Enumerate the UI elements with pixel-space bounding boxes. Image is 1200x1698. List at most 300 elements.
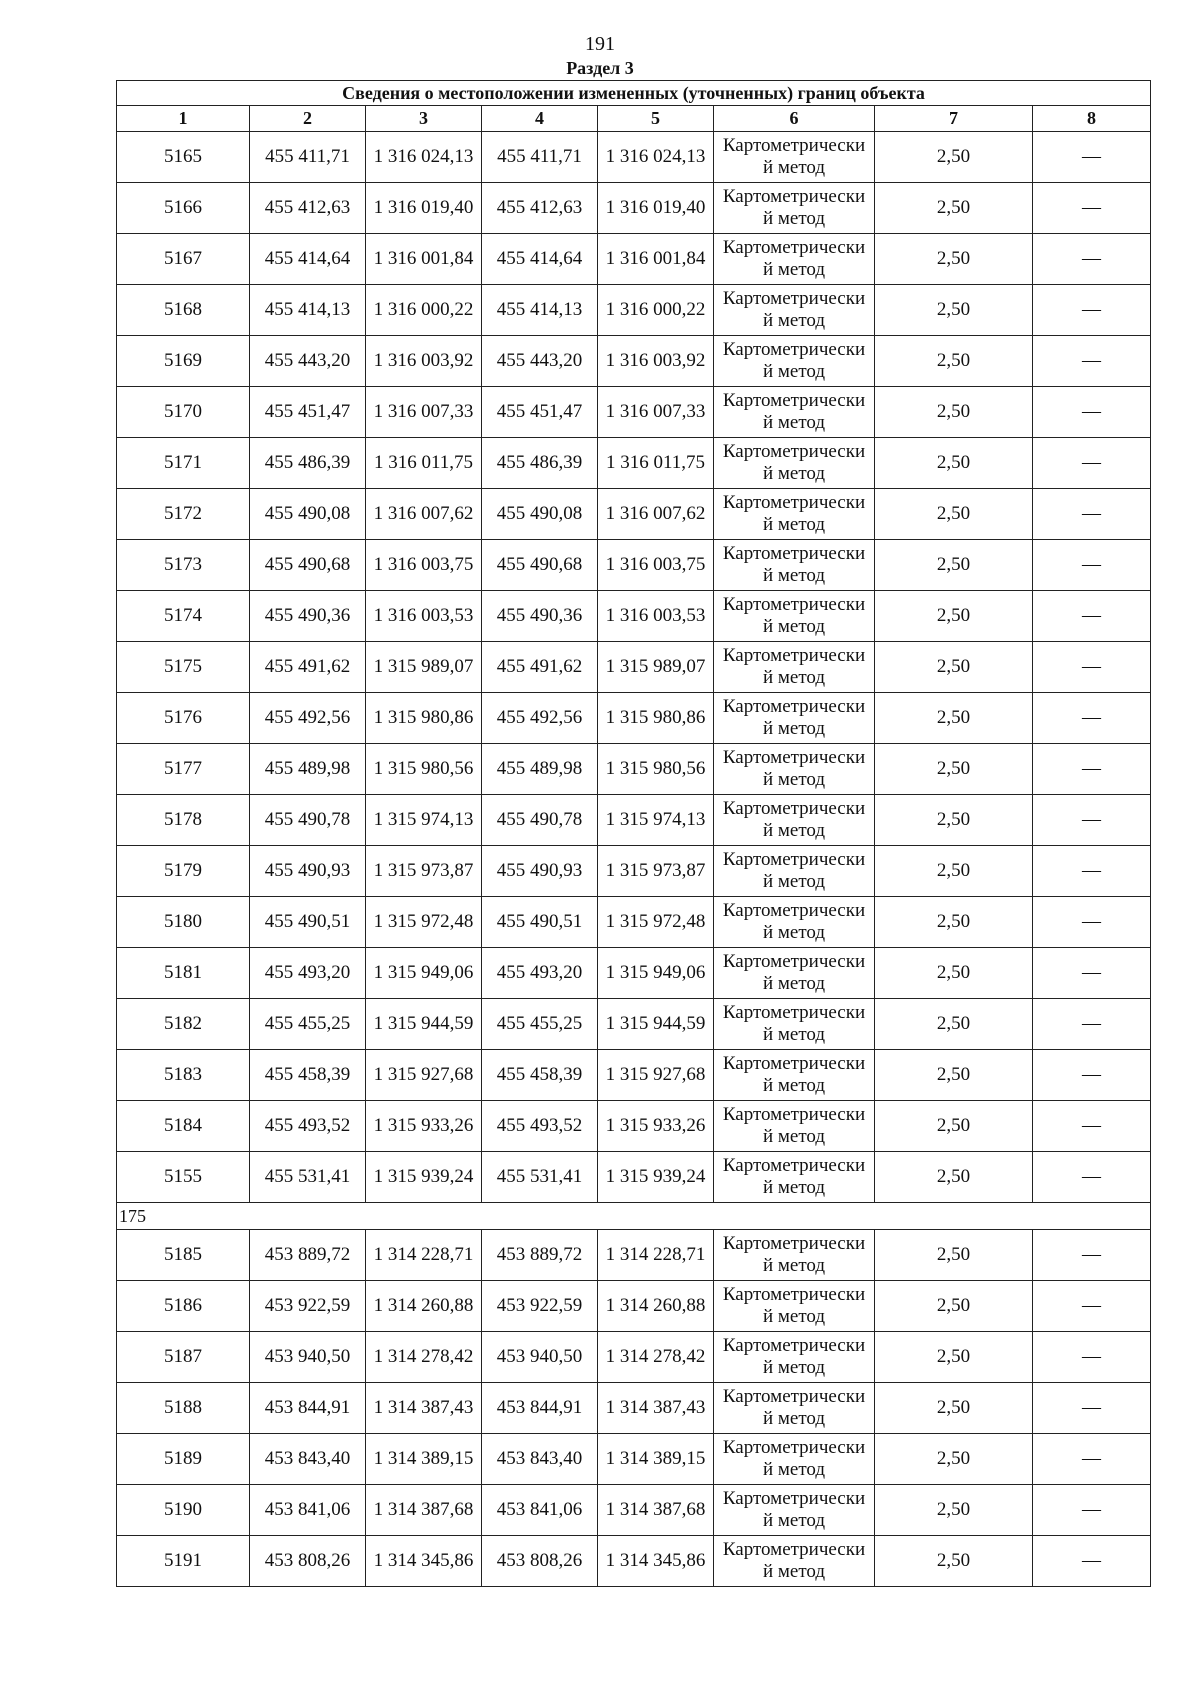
description-cell: — — [1033, 999, 1151, 1050]
x-new-cell: 455 493,52 — [482, 1101, 598, 1152]
column-header: 3 — [366, 106, 482, 132]
y-new-cell: 1 314 389,15 — [598, 1434, 714, 1485]
point-number-cell: 5174 — [117, 591, 250, 642]
x-old-cell: 455 493,52 — [250, 1101, 366, 1152]
accuracy-cell: 2,50 — [875, 234, 1033, 285]
method-text-line2: й метод — [762, 1459, 826, 1480]
method-text-line1: Картометрически — [722, 645, 866, 666]
y-new-cell: 1 316 001,84 — [598, 234, 714, 285]
x-old-cell: 455 411,71 — [250, 132, 366, 183]
method-cell — [714, 132, 875, 183]
x-old-cell: 453 844,91 — [250, 1383, 366, 1434]
table-row — [117, 1101, 1151, 1152]
method-text-line1: Картометрически — [722, 441, 866, 462]
method-cell — [714, 489, 875, 540]
x-new-cell: 455 455,25 — [482, 999, 598, 1050]
method-cell — [714, 1332, 875, 1383]
x-old-cell: 455 491,62 — [250, 642, 366, 693]
point-number-cell: 5189 — [117, 1434, 250, 1485]
column-header: 5 — [598, 106, 714, 132]
method-text-line1: Картометрически — [722, 900, 866, 921]
y-new-cell: 1 316 003,53 — [598, 591, 714, 642]
point-number-cell: 5175 — [117, 642, 250, 693]
method-text-line2: й метод — [762, 667, 826, 688]
y-new-cell: 1 314 387,68 — [598, 1485, 714, 1536]
method-cell — [714, 1050, 875, 1101]
y-new-cell: 1 315 974,13 — [598, 795, 714, 846]
method-cell — [714, 336, 875, 387]
table-row — [117, 285, 1151, 336]
point-number-cell: 5181 — [117, 948, 250, 999]
table-caption-row — [117, 81, 1151, 106]
description-cell: — — [1033, 1281, 1151, 1332]
page-number: 191 — [585, 33, 615, 55]
method-text-line2: й метод — [762, 208, 826, 229]
accuracy-cell: 2,50 — [875, 387, 1033, 438]
table-row — [117, 489, 1151, 540]
y-old-cell: 1 316 001,84 — [366, 234, 482, 285]
method-text-line2: й метод — [762, 361, 826, 382]
method-cell — [714, 1383, 875, 1434]
table-row — [117, 336, 1151, 387]
table-row — [117, 387, 1151, 438]
accuracy-cell: 2,50 — [875, 336, 1033, 387]
method-text-line2: й метод — [762, 565, 826, 586]
x-old-cell: 455 490,08 — [250, 489, 366, 540]
point-number-cell: 5186 — [117, 1281, 250, 1332]
accuracy-cell: 2,50 — [875, 1101, 1033, 1152]
accuracy-cell: 2,50 — [875, 540, 1033, 591]
x-old-cell: 455 493,20 — [250, 948, 366, 999]
x-new-cell: 453 922,59 — [482, 1281, 598, 1332]
method-text-line2: й метод — [762, 820, 826, 841]
point-number-cell: 5171 — [117, 438, 250, 489]
x-new-cell: 455 489,98 — [482, 744, 598, 795]
y-old-cell: 1 314 260,88 — [366, 1281, 482, 1332]
method-text-line2: й метод — [762, 718, 826, 739]
description-cell: — — [1033, 234, 1151, 285]
point-number-cell: 5172 — [117, 489, 250, 540]
x-new-cell: 455 490,93 — [482, 846, 598, 897]
method-text-line1: Картометрически — [722, 1155, 866, 1176]
point-number-cell: 5155 — [117, 1152, 250, 1203]
table-row — [117, 1152, 1151, 1203]
method-text-line1: Картометрически — [722, 849, 866, 870]
y-old-cell: 1 315 974,13 — [366, 795, 482, 846]
accuracy-cell: 2,50 — [875, 1434, 1033, 1485]
y-old-cell: 1 315 980,56 — [366, 744, 482, 795]
method-text-line1: Картометрически — [722, 594, 866, 615]
x-new-cell: 453 844,91 — [482, 1383, 598, 1434]
y-old-cell: 1 316 007,33 — [366, 387, 482, 438]
y-old-cell: 1 314 389,15 — [366, 1434, 482, 1485]
table-row — [117, 540, 1151, 591]
y-new-cell: 1 315 939,24 — [598, 1152, 714, 1203]
method-cell — [714, 387, 875, 438]
x-old-cell: 455 458,39 — [250, 1050, 366, 1101]
description-cell: — — [1033, 591, 1151, 642]
accuracy-cell: 2,50 — [875, 1536, 1033, 1587]
y-old-cell: 1 314 345,86 — [366, 1536, 482, 1587]
method-text-line2: й метод — [762, 1408, 826, 1429]
point-number-cell: 5184 — [117, 1101, 250, 1152]
y-new-cell: 1 316 011,75 — [598, 438, 714, 489]
accuracy-cell: 2,50 — [875, 591, 1033, 642]
table-row — [117, 1050, 1151, 1101]
x-old-cell: 453 843,40 — [250, 1434, 366, 1485]
table-row — [117, 1536, 1151, 1587]
accuracy-cell: 2,50 — [875, 897, 1033, 948]
point-number-cell: 5166 — [117, 183, 250, 234]
table-row — [117, 999, 1151, 1050]
y-new-cell: 1 316 024,13 — [598, 132, 714, 183]
point-number-cell: 5185 — [117, 1230, 250, 1281]
x-new-cell: 455 490,78 — [482, 795, 598, 846]
x-new-cell: 455 412,63 — [482, 183, 598, 234]
method-text-line2: й метод — [762, 157, 826, 178]
y-old-cell: 1 314 387,68 — [366, 1485, 482, 1536]
description-cell: — — [1033, 1485, 1151, 1536]
method-cell — [714, 234, 875, 285]
y-old-cell: 1 315 939,24 — [366, 1152, 482, 1203]
method-cell — [714, 846, 875, 897]
table-row — [117, 1485, 1151, 1536]
table-row — [117, 744, 1151, 795]
description-cell: — — [1033, 744, 1151, 795]
column-header-row — [117, 106, 1151, 132]
column-header: 6 — [714, 106, 875, 132]
x-new-cell: 455 443,20 — [482, 336, 598, 387]
y-new-cell: 1 314 345,86 — [598, 1536, 714, 1587]
x-new-cell: 455 451,47 — [482, 387, 598, 438]
method-text-line1: Картометрически — [722, 339, 866, 360]
y-old-cell: 1 316 007,62 — [366, 489, 482, 540]
table-row — [117, 234, 1151, 285]
method-cell — [714, 1485, 875, 1536]
accuracy-cell: 2,50 — [875, 1152, 1033, 1203]
y-old-cell: 1 316 000,22 — [366, 285, 482, 336]
y-old-cell: 1 316 024,13 — [366, 132, 482, 183]
accuracy-cell: 2,50 — [875, 132, 1033, 183]
point-number-cell: 5190 — [117, 1485, 250, 1536]
method-text-line1: Картометрически — [722, 186, 866, 207]
x-new-cell: 455 490,51 — [482, 897, 598, 948]
column-header: 1 — [117, 106, 250, 132]
description-cell: — — [1033, 387, 1151, 438]
description-cell: — — [1033, 1383, 1151, 1434]
accuracy-cell: 2,50 — [875, 1230, 1033, 1281]
x-old-cell: 455 443,20 — [250, 336, 366, 387]
method-text-line2: й метод — [762, 871, 826, 892]
description-cell: — — [1033, 948, 1151, 999]
method-text-line2: й метод — [762, 1024, 826, 1045]
table-row — [117, 693, 1151, 744]
x-new-cell: 455 414,64 — [482, 234, 598, 285]
method-cell — [714, 1536, 875, 1587]
method-text-line1: Картометрически — [722, 747, 866, 768]
y-old-cell: 1 315 972,48 — [366, 897, 482, 948]
x-old-cell: 455 531,41 — [250, 1152, 366, 1203]
description-cell: — — [1033, 1101, 1151, 1152]
y-new-cell: 1 315 973,87 — [598, 846, 714, 897]
accuracy-cell: 2,50 — [875, 183, 1033, 234]
method-text-line1: Картометрически — [722, 1335, 866, 1356]
table-row — [117, 1332, 1151, 1383]
method-text-line2: й метод — [762, 769, 826, 790]
description-cell: — — [1033, 438, 1151, 489]
method-text-line1: Картометрически — [722, 288, 866, 309]
x-new-cell: 455 486,39 — [482, 438, 598, 489]
x-new-cell: 455 490,08 — [482, 489, 598, 540]
y-old-cell: 1 314 278,42 — [366, 1332, 482, 1383]
y-new-cell: 1 316 003,92 — [598, 336, 714, 387]
x-new-cell: 453 889,72 — [482, 1230, 598, 1281]
table-row — [117, 1383, 1151, 1434]
method-text-line1: Картометрически — [722, 1539, 866, 1560]
method-text-line1: Картометрически — [722, 1488, 866, 1509]
description-cell: — — [1033, 1152, 1151, 1203]
method-text-line2: й метод — [762, 259, 826, 280]
table-row — [117, 132, 1151, 183]
contour-number: 175 — [117, 1203, 1151, 1230]
table-row — [117, 1434, 1151, 1485]
x-old-cell: 455 490,51 — [250, 897, 366, 948]
y-new-cell: 1 315 933,26 — [598, 1101, 714, 1152]
accuracy-cell: 2,50 — [875, 285, 1033, 336]
x-old-cell: 455 455,25 — [250, 999, 366, 1050]
x-old-cell: 455 412,63 — [250, 183, 366, 234]
y-old-cell: 1 316 003,75 — [366, 540, 482, 591]
method-text-line1: Картометрически — [722, 1284, 866, 1305]
point-number-cell: 5170 — [117, 387, 250, 438]
column-header: 2 — [250, 106, 366, 132]
description-cell: — — [1033, 489, 1151, 540]
method-text-line1: Картометрически — [722, 237, 866, 258]
accuracy-cell: 2,50 — [875, 489, 1033, 540]
column-header: 7 — [875, 106, 1033, 132]
x-old-cell: 455 489,98 — [250, 744, 366, 795]
contour-group-row — [117, 1203, 1151, 1230]
method-text-line2: й метод — [762, 1561, 826, 1582]
method-text-line1: Картометрически — [722, 390, 866, 411]
table-row — [117, 897, 1151, 948]
method-cell — [714, 744, 875, 795]
description-cell: — — [1033, 1536, 1151, 1587]
y-new-cell: 1 316 007,33 — [598, 387, 714, 438]
x-new-cell: 455 411,71 — [482, 132, 598, 183]
method-text-line1: Картометрически — [722, 798, 866, 819]
method-text-line2: й метод — [762, 1126, 826, 1147]
x-new-cell: 455 491,62 — [482, 642, 598, 693]
y-new-cell: 1 314 387,43 — [598, 1383, 714, 1434]
table-row — [117, 795, 1151, 846]
accuracy-cell: 2,50 — [875, 1332, 1033, 1383]
y-old-cell: 1 315 944,59 — [366, 999, 482, 1050]
table-row — [117, 591, 1151, 642]
method-text-line2: й метод — [762, 616, 826, 637]
method-text-line1: Картометрически — [722, 1437, 866, 1458]
boundary-coordinates-table — [116, 80, 1151, 1587]
y-old-cell: 1 315 989,07 — [366, 642, 482, 693]
accuracy-cell: 2,50 — [875, 1281, 1033, 1332]
table-row — [117, 642, 1151, 693]
x-old-cell: 455 490,93 — [250, 846, 366, 897]
x-new-cell: 455 492,56 — [482, 693, 598, 744]
x-new-cell: 455 414,13 — [482, 285, 598, 336]
column-header: 8 — [1033, 106, 1151, 132]
y-new-cell: 1 316 000,22 — [598, 285, 714, 336]
y-old-cell: 1 316 019,40 — [366, 183, 482, 234]
point-number-cell: 5173 — [117, 540, 250, 591]
x-old-cell: 453 841,06 — [250, 1485, 366, 1536]
method-cell — [714, 540, 875, 591]
method-cell — [714, 999, 875, 1050]
description-cell: — — [1033, 285, 1151, 336]
x-new-cell: 455 493,20 — [482, 948, 598, 999]
x-old-cell: 455 414,64 — [250, 234, 366, 285]
x-new-cell: 455 458,39 — [482, 1050, 598, 1101]
accuracy-cell: 2,50 — [875, 642, 1033, 693]
method-text-line2: й метод — [762, 973, 826, 994]
x-old-cell: 455 490,78 — [250, 795, 366, 846]
point-number-cell: 5187 — [117, 1332, 250, 1383]
accuracy-cell: 2,50 — [875, 744, 1033, 795]
x-old-cell: 455 414,13 — [250, 285, 366, 336]
x-old-cell: 455 492,56 — [250, 693, 366, 744]
table-row — [117, 438, 1151, 489]
description-cell: — — [1033, 1050, 1151, 1101]
x-old-cell: 455 490,36 — [250, 591, 366, 642]
method-text-line1: Картометрически — [722, 543, 866, 564]
x-new-cell: 453 940,50 — [482, 1332, 598, 1383]
method-cell — [714, 1152, 875, 1203]
description-cell: — — [1033, 1434, 1151, 1485]
x-old-cell: 455 451,47 — [250, 387, 366, 438]
method-text-line1: Картометрически — [722, 1386, 866, 1407]
method-cell — [714, 795, 875, 846]
point-number-cell: 5182 — [117, 999, 250, 1050]
method-cell — [714, 591, 875, 642]
y-old-cell: 1 316 003,53 — [366, 591, 482, 642]
method-text-line1: Картометрически — [722, 492, 866, 513]
y-new-cell: 1 316 007,62 — [598, 489, 714, 540]
y-new-cell: 1 315 980,86 — [598, 693, 714, 744]
description-cell: — — [1033, 336, 1151, 387]
description-cell: — — [1033, 540, 1151, 591]
point-number-cell: 5188 — [117, 1383, 250, 1434]
method-cell — [714, 693, 875, 744]
x-new-cell: 455 531,41 — [482, 1152, 598, 1203]
method-text-line1: Картометрически — [722, 696, 866, 717]
point-number-cell: 5178 — [117, 795, 250, 846]
method-text-line1: Картометрически — [722, 135, 866, 156]
point-number-cell: 5179 — [117, 846, 250, 897]
method-cell — [714, 438, 875, 489]
accuracy-cell: 2,50 — [875, 1485, 1033, 1536]
method-cell — [714, 897, 875, 948]
accuracy-cell: 2,50 — [875, 948, 1033, 999]
x-old-cell: 453 808,26 — [250, 1536, 366, 1587]
x-old-cell: 453 889,72 — [250, 1230, 366, 1281]
description-cell: — — [1033, 183, 1151, 234]
method-text-line2: й метод — [762, 412, 826, 433]
y-new-cell: 1 314 228,71 — [598, 1230, 714, 1281]
description-cell: — — [1033, 795, 1151, 846]
point-number-cell: 5177 — [117, 744, 250, 795]
x-new-cell: 455 490,68 — [482, 540, 598, 591]
method-cell — [714, 183, 875, 234]
table-row — [117, 1281, 1151, 1332]
x-old-cell: 453 940,50 — [250, 1332, 366, 1383]
table-caption: Сведения о местоположении измененных (уточненных) границ объекта — [117, 81, 1151, 106]
y-old-cell: 1 315 973,87 — [366, 846, 482, 897]
description-cell: — — [1033, 132, 1151, 183]
x-old-cell: 453 922,59 — [250, 1281, 366, 1332]
method-text-line1: Картометрически — [722, 1233, 866, 1254]
accuracy-cell: 2,50 — [875, 846, 1033, 897]
method-text-line2: й метод — [762, 1177, 826, 1198]
y-old-cell: 1 314 228,71 — [366, 1230, 482, 1281]
table-row — [117, 183, 1151, 234]
description-cell: — — [1033, 693, 1151, 744]
y-new-cell: 1 315 944,59 — [598, 999, 714, 1050]
method-text-line2: й метод — [762, 514, 826, 535]
table-row — [117, 846, 1151, 897]
description-cell: — — [1033, 642, 1151, 693]
x-new-cell: 453 841,06 — [482, 1485, 598, 1536]
y-new-cell: 1 315 972,48 — [598, 897, 714, 948]
method-text-line1: Картометрически — [722, 1104, 866, 1125]
point-number-cell: 5176 — [117, 693, 250, 744]
accuracy-cell: 2,50 — [875, 999, 1033, 1050]
method-text-line2: й метод — [762, 922, 826, 943]
accuracy-cell: 2,50 — [875, 795, 1033, 846]
method-text-line2: й метод — [762, 1306, 826, 1327]
accuracy-cell: 2,50 — [875, 438, 1033, 489]
y-new-cell: 1 315 989,07 — [598, 642, 714, 693]
x-old-cell: 455 490,68 — [250, 540, 366, 591]
point-number-cell: 5180 — [117, 897, 250, 948]
y-old-cell: 1 315 949,06 — [366, 948, 482, 999]
y-old-cell: 1 316 003,92 — [366, 336, 482, 387]
y-new-cell: 1 316 003,75 — [598, 540, 714, 591]
point-number-cell: 5169 — [117, 336, 250, 387]
method-text-line2: й метод — [762, 310, 826, 331]
method-cell — [714, 642, 875, 693]
y-old-cell: 1 315 927,68 — [366, 1050, 482, 1101]
method-cell — [714, 948, 875, 999]
y-new-cell: 1 315 980,56 — [598, 744, 714, 795]
method-text-line2: й метод — [762, 1075, 826, 1096]
point-number-cell: 5168 — [117, 285, 250, 336]
point-number-cell: 5165 — [117, 132, 250, 183]
description-cell: — — [1033, 1230, 1151, 1281]
x-new-cell: 455 490,36 — [482, 591, 598, 642]
y-new-cell: 1 315 949,06 — [598, 948, 714, 999]
point-number-cell: 5183 — [117, 1050, 250, 1101]
y-old-cell: 1 316 011,75 — [366, 438, 482, 489]
y-new-cell: 1 314 260,88 — [598, 1281, 714, 1332]
description-cell: — — [1033, 1332, 1151, 1383]
table-row — [117, 1230, 1151, 1281]
y-new-cell: 1 314 278,42 — [598, 1332, 714, 1383]
x-new-cell: 453 808,26 — [482, 1536, 598, 1587]
section-title: Раздел 3 — [566, 58, 634, 78]
x-old-cell: 455 486,39 — [250, 438, 366, 489]
method-text-line1: Картометрически — [722, 951, 866, 972]
description-cell: — — [1033, 897, 1151, 948]
accuracy-cell: 2,50 — [875, 1383, 1033, 1434]
